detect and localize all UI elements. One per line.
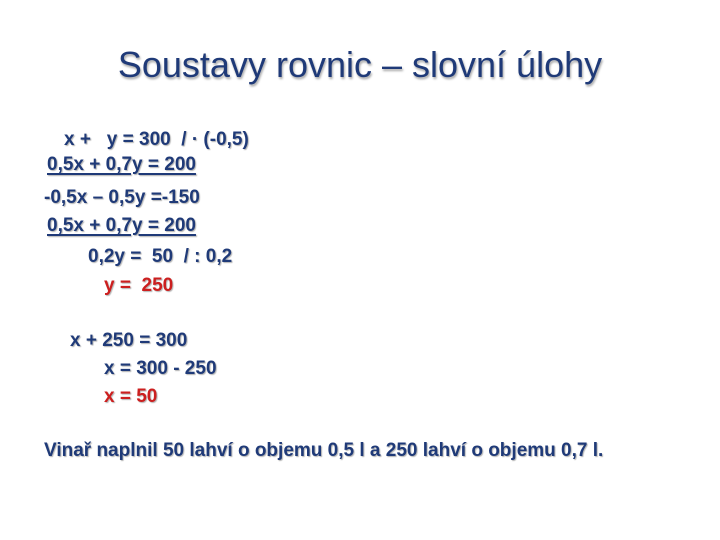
slide-title: Soustavy rovnic – slovní úlohy [117,44,603,85]
equation-1: x + y = 300 / · (-0,5) [64,129,249,150]
equation-5: 0,2y = 50 / : 0,2 [88,246,233,267]
result-y: y = 250 [104,275,174,296]
equation-2: 0,5x + 0,7y = 200 [47,154,196,175]
equation-7: x + 250 = 300 [70,330,188,351]
result-x: x = 50 [104,386,158,407]
equation-8: x = 300 - 250 [104,358,217,379]
equation-3: -0,5x – 0,5y =-150 [44,187,200,208]
conclusion-text: Vinař naplnil 50 lahví o objemu 0,5 l a 250 lahví o objemu 0,7 l. [44,440,604,461]
equation-4: 0,5x + 0,7y = 200 [47,215,196,236]
